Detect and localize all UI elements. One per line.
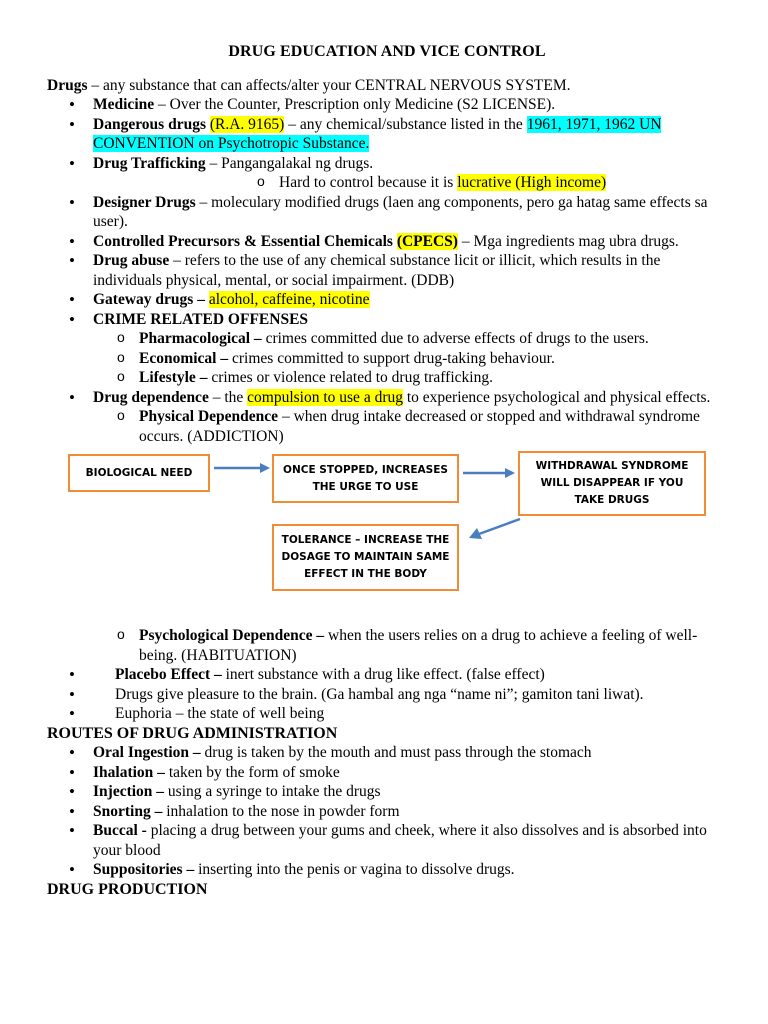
definition: – the	[208, 388, 248, 406]
definition: crimes or violence related to drug trafficking.	[207, 369, 493, 386]
list-item-placebo-effect	[47, 665, 727, 685]
definition: crimes committed to support drug-taking behaviour.	[228, 349, 555, 367]
extra-terms-list	[47, 665, 727, 724]
document-title: DRUG EDUCATION AND VICE CONTROL	[228, 43, 546, 60]
definition: crimes committed due to adverse effects of drugs to the users.	[261, 330, 649, 347]
term: Drugs	[47, 76, 88, 94]
arrow-right-icon	[212, 460, 272, 476]
term: Physical Dependence	[139, 408, 279, 425]
term: Injection –	[93, 783, 165, 800]
list-item-euphoria	[47, 704, 727, 724]
term: Economical –	[139, 349, 229, 367]
term: Snorting –	[93, 802, 163, 820]
list-item-gateway-drugs	[47, 290, 727, 310]
definition: using a syringe to intake the drugs	[164, 783, 381, 800]
document-page	[47, 42, 727, 899]
list-item-medicine	[47, 95, 727, 115]
definition: – Over the Counter, Prescription only Medicine (S2 LICENSE).	[154, 96, 556, 113]
highlight: (R.A. 9165)	[209, 115, 285, 133]
list-item-buccal	[47, 821, 727, 860]
diagram-box-urge-to-use: ONCE STOPPED, INCREASES THE URGE TO USE	[272, 454, 459, 503]
list-item-drug-trafficking	[47, 154, 727, 174]
term: Pharmacological –	[139, 330, 262, 347]
list-item-dangerous-drugs	[47, 115, 727, 154]
list-item-cpecs	[47, 232, 727, 252]
list-item-crime-related-offenses	[47, 310, 727, 388]
term: Ihalation –	[93, 763, 165, 781]
term: Buccal -	[93, 822, 151, 839]
definition: – when drug intake decreased or stopped and withdrawal syndrome occurs. (ADDICTION)	[139, 408, 700, 445]
sub-item	[47, 329, 727, 349]
crime-sublist	[93, 329, 727, 388]
definition: drug is taken by the mouth and must pass through the stomach	[200, 744, 592, 761]
highlight: alcohol, caffeine, nicotine	[208, 291, 370, 308]
list-item-inhalation	[47, 763, 727, 783]
arrow-right-icon	[461, 465, 517, 481]
production-heading: DRUG PRODUCTION	[47, 880, 208, 898]
definition: – any substance that can affects/alter your CENTRAL NERVOUS SYSTEM.	[87, 76, 571, 94]
term: Suppositories –	[93, 861, 195, 878]
dependence-sublist-cont	[47, 626, 727, 665]
highlight: lucrative (High income)	[457, 174, 607, 191]
routes-list	[47, 743, 727, 880]
arrow-down-left-icon	[465, 516, 523, 542]
list-item-snorting	[47, 802, 727, 822]
routes-heading: ROUTES OF DRUG ADMINISTRATION	[47, 724, 338, 742]
definition: to experience psychological and physical effects.	[402, 388, 711, 406]
drugs-definition	[47, 76, 727, 96]
list-item-drug-dependence	[47, 388, 727, 447]
highlight: 1961, 1971, 1962 UN CONVENTION on Psychotropic Substance.	[93, 115, 662, 152]
definition: – Mga ingredients mag ubra drugs.	[457, 232, 679, 250]
definition: – Pangangalakal ng drugs.	[205, 154, 374, 172]
term: Gateway drugs –	[93, 291, 209, 308]
drug-terms-list-cont	[47, 193, 727, 447]
definition: taken by the form of smoke	[164, 763, 340, 781]
list-item-pleasure	[47, 685, 727, 705]
term: Drug dependence	[93, 388, 209, 406]
definition: when the users relies on a drug to achieve a feeling of well-being. (HABITUATION)	[139, 627, 698, 664]
drug-terms-list	[47, 95, 727, 173]
sub-item-psychological-dependence	[47, 626, 727, 665]
sub-item-physical-dependence	[47, 407, 727, 446]
term: Placebo Effect –	[115, 666, 222, 683]
list-item-drug-abuse	[47, 251, 727, 290]
dependence-sublist	[93, 407, 727, 446]
term: Psychological Dependence –	[139, 627, 325, 644]
definition: – moleculary modified drugs (laen ang components, pero ga hatag same effects sa user).	[93, 193, 708, 230]
term: Designer Drugs	[93, 193, 196, 211]
sub-text: Hard to control because it is	[279, 174, 458, 191]
term: Oral Ingestion –	[93, 744, 201, 761]
term: Dangerous drugs	[93, 115, 210, 133]
highlight: (CPECS)	[396, 232, 458, 250]
sub-item	[47, 349, 727, 369]
definition: – any chemical/substance listed in the	[284, 115, 527, 133]
definition: Drugs give pleasure to the brain. (Ga hambal ang nga “name ni”; gamiton tani liwat).	[115, 685, 644, 703]
list-item-injection	[47, 782, 727, 802]
term: Drug Trafficking	[93, 154, 206, 172]
term: Drug abuse	[93, 252, 170, 269]
definition: inhalation to the nose in powder form	[162, 802, 400, 820]
term: Controlled Precursors & Essential Chemicals	[93, 232, 397, 250]
diagram-box-tolerance: TOLERANCE – INCREASE THE DOSAGE TO MAINTAIN SAME EFFECT IN THE BODY	[272, 524, 459, 591]
definition: – refers to the use of any chemical substance licit or illicit, which results in the individuals physical, mental, or social impairment. (DDB)	[93, 252, 661, 289]
sub-item	[47, 368, 727, 388]
term: Lifestyle –	[139, 369, 208, 386]
term: Medicine	[93, 96, 155, 113]
diagram-box-biological-need: BIOLOGICAL NEED	[68, 454, 210, 492]
addiction-cycle-diagram	[47, 454, 727, 620]
trafficking-sublist	[47, 173, 727, 193]
list-item-designer-drugs	[47, 193, 727, 232]
definition: inert substance with a drug like effect. (false effect)	[221, 666, 545, 683]
term: CRIME RELATED OFFENSES	[93, 310, 309, 328]
list-item-suppositories	[47, 860, 727, 880]
sub-item	[47, 173, 727, 193]
highlight: compulsion to use a drug	[247, 388, 403, 406]
list-item-oral-ingestion	[47, 743, 727, 763]
diagram-box-withdrawal-syndrome: WITHDRAWAL SYNDROME WILL DISAPPEAR IF YOU TAKE DRUGS	[518, 451, 706, 516]
definition: Euphoria – the state of well being	[115, 705, 325, 722]
definition: inserting into the penis or vagina to dissolve drugs.	[194, 861, 515, 878]
definition: placing a drug between your gums and cheek, where it also dissolves and is absorbed into your blood	[93, 822, 707, 859]
